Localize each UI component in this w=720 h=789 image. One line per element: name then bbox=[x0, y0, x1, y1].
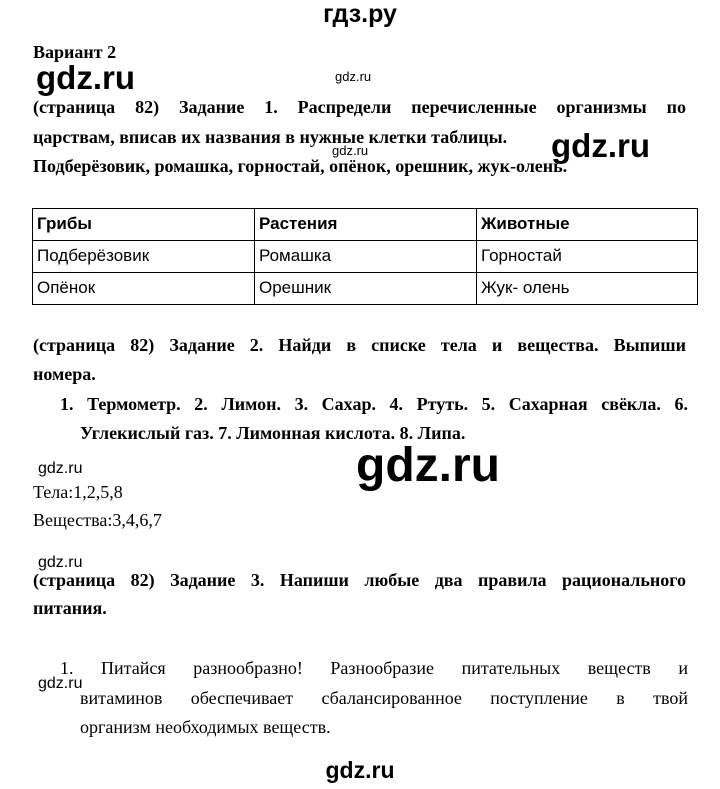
site-header: гдз.ру bbox=[323, 0, 397, 28]
watermark-small: gdz.ru bbox=[38, 554, 83, 571]
task3-answer-line3: организм необходимых веществ. bbox=[80, 717, 331, 737]
table-cell: Горностай bbox=[477, 241, 698, 273]
table-header-cell: Растения bbox=[255, 209, 477, 241]
task1-line3: Подберёзовик, ромашка, горностай, опёнок, орешник, жук-олень. bbox=[33, 156, 568, 176]
table-header-row bbox=[33, 209, 698, 241]
task2-line2: номера. bbox=[33, 364, 96, 384]
table-cell: Опёнок bbox=[33, 273, 255, 305]
variant-title: Вариант 2 bbox=[33, 42, 117, 62]
watermark-small: gdz.ru bbox=[38, 460, 83, 477]
task2-line1: (страница 82) Задание 2. Найди в списке тела и вещества. Выпиши bbox=[33, 335, 686, 355]
table-cell: Ромашка bbox=[255, 241, 477, 273]
watermark-footer: gdz.ru bbox=[325, 757, 395, 783]
watermark-small: gdz.ru bbox=[335, 69, 372, 84]
task1-line2: царствам, вписав их названия в нужные клетки таблицы. bbox=[33, 127, 508, 147]
answer-bodies: Тела:1,2,5,8 bbox=[33, 482, 123, 502]
task3-answer-line1: 1. Питайся разнообразно! Разнообразие питательных веществ и bbox=[60, 658, 688, 678]
watermark-large: gdz.ru bbox=[356, 439, 500, 492]
task2-list-line2: Углекислый газ. 7. Лимонная кислота. 8. Липа. bbox=[80, 423, 466, 443]
table-cell: Жук- олень bbox=[477, 273, 698, 305]
table-row bbox=[33, 241, 698, 273]
task3-line2: питания. bbox=[33, 598, 107, 618]
table-header-cell: Грибы bbox=[33, 209, 255, 241]
task2-list-line1: 1. Термометр. 2. Лимон. 3. Сахар. 4. Ртуть. 5. Сахарная свёкла. 6. bbox=[60, 394, 688, 414]
table-row bbox=[33, 273, 698, 305]
task3-line1: (страница 82) Задание 3. Напиши любые два правила рационального bbox=[33, 570, 686, 590]
answer-substances: Вещества:3,4,6,7 bbox=[33, 510, 162, 530]
table-cell: Подберёзовик bbox=[33, 241, 255, 273]
table-header-cell: Животные bbox=[477, 209, 698, 241]
watermark-small: gdz.ru bbox=[332, 143, 369, 158]
organisms-table bbox=[32, 208, 698, 305]
watermark-small: gdz.ru bbox=[38, 675, 83, 692]
table-cell: Орешник bbox=[255, 273, 477, 305]
watermark-large: gdz.ru bbox=[36, 59, 135, 96]
task3-answer-line2: витаминов обеспечивает сбалансированное поступление в твой bbox=[80, 688, 688, 708]
watermark-large: gdz.ru bbox=[551, 127, 650, 164]
task1-line1: (страница 82) Задание 1. Распредели перечисленные организмы по bbox=[33, 97, 686, 117]
